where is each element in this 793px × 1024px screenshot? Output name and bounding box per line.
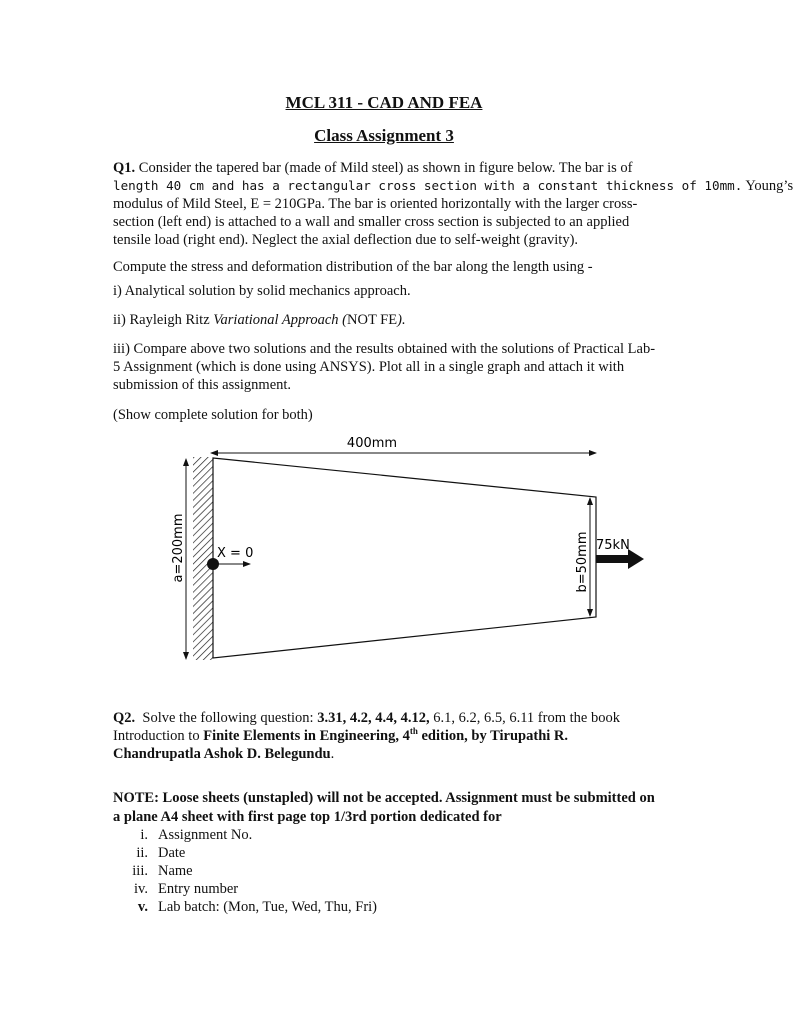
list-item <box>113 826 673 844</box>
origin-label: X = 0 <box>217 546 254 561</box>
book-authors-end: . <box>330 746 335 762</box>
q2-text-3: Introduction to <box>113 728 204 744</box>
list-item <box>113 844 673 862</box>
list-item-text: Name <box>158 863 193 879</box>
tapered-bar <box>213 458 596 658</box>
q1-line-3: modulus of Mild Steel, E = 210GPa. The bar is oriented horizontally with the larger cross- <box>113 196 638 212</box>
q2-line-2 <box>113 727 568 745</box>
q2-text-2: 6.1, 6.2, 6.5, 6.11 from the book <box>429 710 620 726</box>
task-item-3-line-1: iii) Compare above two solutions and the results obtained with the solutions of Practical Lab- <box>113 341 656 357</box>
compute-instruction: Compute the stress and deformation distribution of the bar along the length using - <box>113 259 593 275</box>
right-height-label: b=50mm <box>575 531 590 593</box>
q2-bold-questions: 3.31, 4.2, 4.4, 4.12, <box>317 710 430 726</box>
q1-text-2: length 40 cm and has a rectangular cross section with a constant thickness of 10mm. <box>113 178 743 193</box>
list-item-text: Entry number <box>158 881 239 897</box>
book-title-b: edition, by Tirupathi R. <box>417 728 569 744</box>
q1-line-4: section (left end) is attached to a wall and smaller cross section is subjected to an applied <box>113 214 630 230</box>
list-item-num: iv. <box>134 881 148 897</box>
course-title: MCL 311 - CAD AND FEA <box>285 93 483 112</box>
book-title: Finite Elements in Engineering, 4 <box>203 728 410 744</box>
list-item-text: Lab batch: (Mon, Tue, Wed, Thu, Fri) <box>158 899 378 915</box>
show-solution-note: (Show complete solution for both) <box>113 407 313 423</box>
left-height-label: a=200mm <box>171 513 186 583</box>
load-label: 75kN <box>596 538 630 553</box>
q1-text-1: Consider the tapered bar (made of Mild steel) as shown in figure below. The bar is of <box>138 160 633 176</box>
length-label: 400mm <box>346 436 398 451</box>
list-item-num: ii. <box>136 845 148 861</box>
wall-hatch <box>193 457 213 660</box>
q2-label: Q2. <box>113 710 136 726</box>
task-item-1: i) Analytical solution by solid mechanics approach. <box>113 283 411 299</box>
task-item-2-a: ii) Rayleigh Ritz <box>113 312 214 328</box>
q2-line-3 <box>113 745 334 763</box>
q2-text-1: Solve the following question: <box>142 710 318 726</box>
book-edition-sup: th <box>409 726 418 737</box>
task-item-2-c: NOT FE <box>347 312 398 328</box>
list-item <box>113 862 673 880</box>
note-line-2: a plane A4 sheet with first page top 1/3rd portion dedicated for <box>113 809 502 825</box>
q1-text-2b: Young’s <box>745 178 793 194</box>
list-item-num: v. <box>137 899 148 915</box>
list-item-text: Date <box>158 845 186 861</box>
book-authors: Chandrupatla Ashok D. Belegundu <box>113 746 331 762</box>
list-item <box>113 898 673 916</box>
task-item-3-line-3: submission of this assignment. <box>113 377 292 393</box>
task-item-2-d: ). <box>397 312 406 328</box>
note-line-1: NOTE: Loose sheets (unstapled) will not be accepted. Assignment must be submitted on <box>113 790 655 806</box>
q1-label: Q1. <box>113 160 136 176</box>
list-item-text: Assignment No. <box>158 827 253 843</box>
assignment-title: Class Assignment 3 <box>314 126 454 145</box>
list-item-num: i. <box>140 827 148 843</box>
q2-line-1 <box>113 709 620 727</box>
task-item-2-b: Variational Approach ( <box>213 312 348 328</box>
list-item-num: iii. <box>132 863 148 879</box>
q1-line-5: tensile load (right end). Neglect the axial deflection due to self-weight (gravity). <box>113 232 579 248</box>
task-item-3-line-2: 5 Assignment (which is done using ANSYS). Plot all in a single graph and attach it with <box>113 359 625 375</box>
list-item <box>113 880 673 898</box>
